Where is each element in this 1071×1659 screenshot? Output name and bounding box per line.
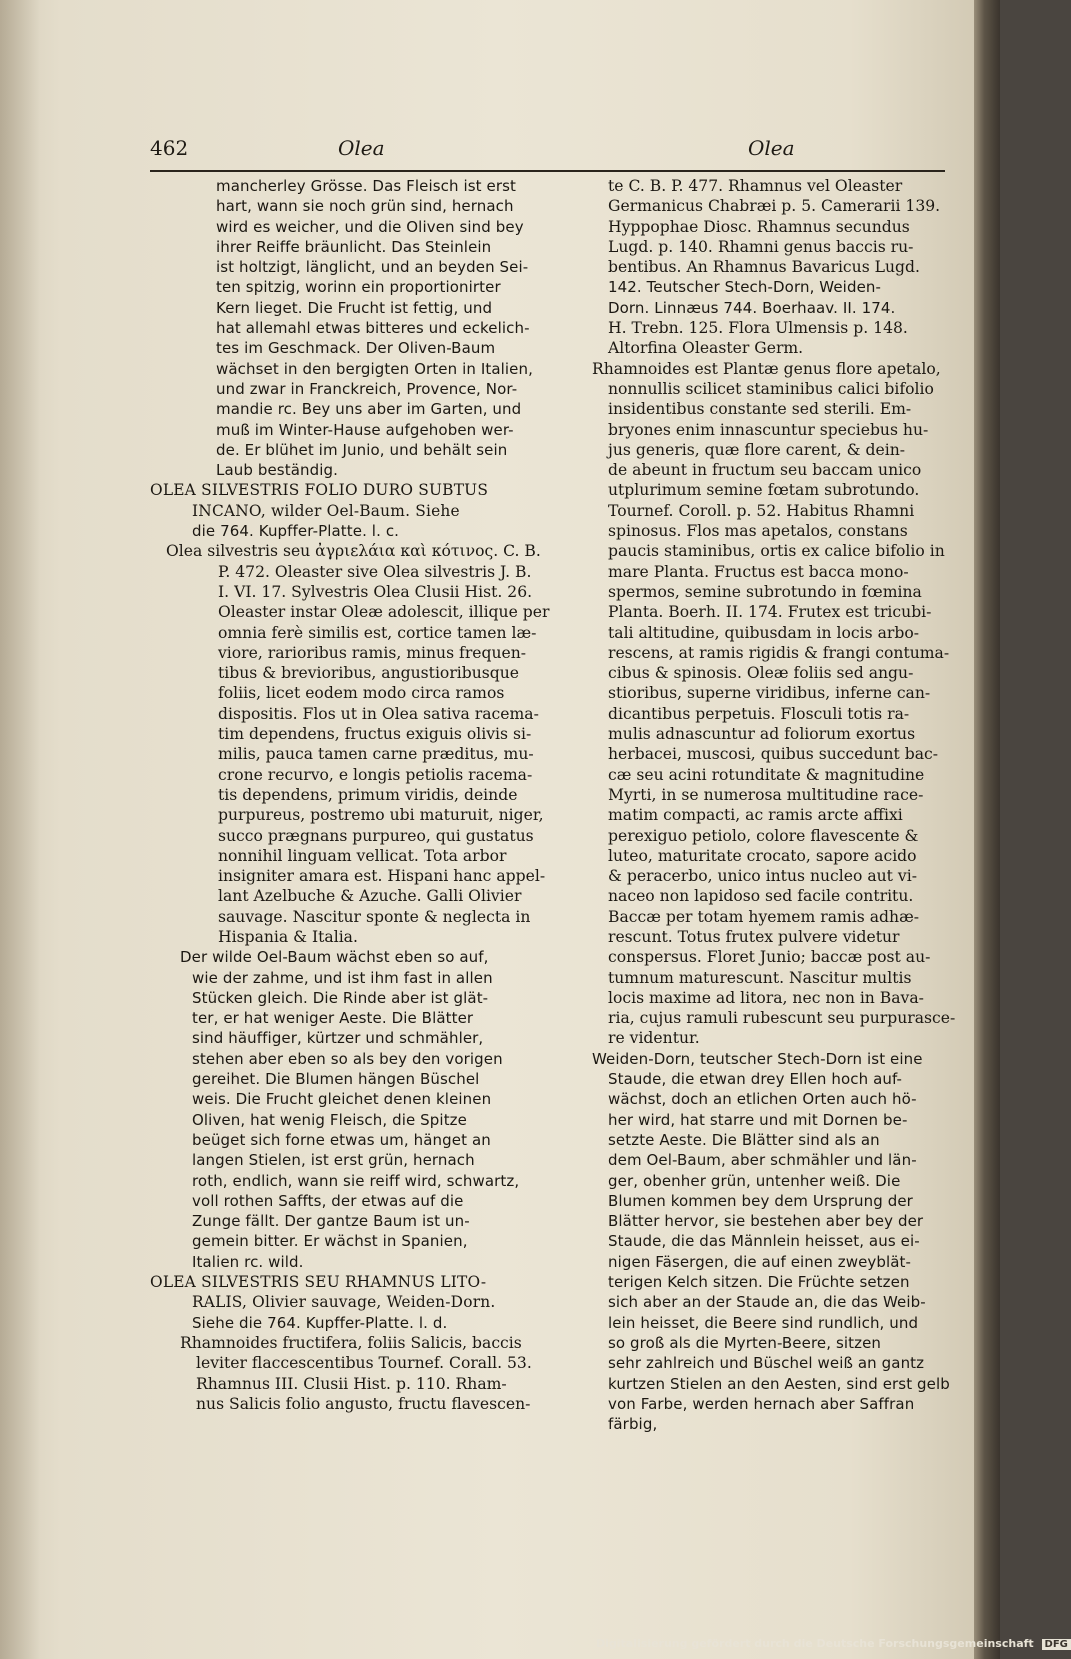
text-line: Der wilde Oel-Baum wächst eben so auf, xyxy=(180,948,489,967)
text-line: hat allemahl etwas bitteres und eckelich- xyxy=(216,319,530,338)
right-column xyxy=(592,176,958,1434)
text-line: ist holtzigt, länglicht, und an beyden Sei- xyxy=(216,258,529,277)
text-line: Italien rc. wild. xyxy=(192,1252,304,1271)
text-line: foliis, licet eodem modo circa ramos xyxy=(218,684,505,703)
text-line: mancherley Grösse. Das Fleisch ist erst xyxy=(216,177,517,195)
text-line: und zwar in Franckreich, Provence, Nor- xyxy=(216,379,518,398)
text-line: dicantibus perpetuis. Flosculi totis ra- xyxy=(608,704,910,723)
text-line: nonnullis scilicet staminibus calici bifolio xyxy=(608,379,934,398)
header-rule xyxy=(150,170,945,172)
text-line: roth, endlich, wann sie reiff wird, schwartz, xyxy=(192,1171,520,1190)
text-line: Hispania & Italia. xyxy=(218,927,358,946)
text-line: langen Stielen, ist erst grün, hernach xyxy=(192,1151,475,1170)
text-line: tibus & brevioribus, angustioribusque xyxy=(218,664,520,683)
text-line: Oliven, hat wenig Fleisch, die Spitze xyxy=(192,1110,467,1129)
text-line: Tournef. Coroll. p. 52. Habitus Rhamni xyxy=(608,501,915,520)
text-line: färbig, xyxy=(608,1415,658,1434)
text-line: Rhamnus III. Clusii Hist. p. 110. Rham- xyxy=(196,1374,507,1393)
text-line: nonnihil linguam vellicat. Tota arbor xyxy=(218,846,507,865)
text-line: ter, er hat weniger Aeste. Die Blätter xyxy=(192,1009,474,1028)
text-line: herbacei, muscosi, quibus succedunt bac- xyxy=(608,745,939,764)
digitization-credit xyxy=(596,1637,1071,1650)
text-line: I. VI. 17. Sylvestris Olea Clusii Hist. 26. xyxy=(218,582,533,601)
text-line: Blumen kommen bey dem Ursprung der xyxy=(608,1191,913,1210)
text-line: nus Salicis folio angusto, fructu flavescen- xyxy=(196,1394,531,1413)
text-line: dem Oel-Baum, aber schmähler und län- xyxy=(608,1151,917,1170)
text-line: viore, rarioribus ramis, minus frequen- xyxy=(218,643,527,662)
text-line: wächst, doch an etlichen Orten auch hö- xyxy=(608,1090,917,1109)
running-head-right: Olea xyxy=(748,136,795,160)
text-line: ger, obenher grün, untenher weiß. Die xyxy=(608,1171,901,1190)
gutter-shadow xyxy=(0,0,40,1659)
text-line: matim compacti, ac ramis arcte affixi xyxy=(608,806,903,825)
text-line: Siehe die 764. Kupffer-Platte. l. d. xyxy=(192,1313,448,1332)
text-line: weis. Die Frucht gleichet denen kleinen xyxy=(192,1090,492,1109)
text-line: beüget sich forne etwas um, hänget an xyxy=(192,1130,491,1149)
text-line: lein heisset, die Beere sind rundlich, und xyxy=(608,1313,919,1332)
text-line: & peracerbo, unico intus nucleo aut vi- xyxy=(608,867,917,886)
text-line: wie der zahme, und ist ihm fast in allen xyxy=(192,968,493,987)
text-line: insidentibus constante sed sterili. Em- xyxy=(608,400,912,419)
text-line: Stücken gleich. Die Rinde aber ist glät- xyxy=(192,988,489,1007)
page-number: 462 xyxy=(150,136,189,160)
text-line: perexiguo petiolo, colore flavescente & xyxy=(608,826,919,845)
text-line: Lugd. p. 140. Rhamni genus baccis ru- xyxy=(608,237,914,256)
text-line: Staude, die das Männlein heisset, aus ei- xyxy=(608,1232,920,1251)
text-line: nigen Fäsergen, die auf einen zweyblät- xyxy=(608,1252,912,1271)
credit-text: Digitalisierung gefördert durch die Deutsche Forschungsgemeinschaft xyxy=(596,1637,1034,1650)
text-line: Weiden-Dorn, teutscher Stech-Dorn ist eine xyxy=(592,1049,923,1068)
text-line: rescens, at ramis rigidis & frangi contuma- xyxy=(608,643,950,662)
text-line: terigen Kelch sitzen. Die Früchte setzen xyxy=(608,1273,910,1292)
text-line: setzte Aeste. Die Blätter sind als an xyxy=(608,1130,880,1149)
text-line: naceo non lapidoso sed facile contritu. xyxy=(608,887,914,906)
text-line: die 764. Kupffer-Platte. l. c. xyxy=(192,522,400,541)
text-line: rescunt. Totus frutex pulvere videtur xyxy=(608,927,900,946)
text-line: her wird, hat starre und mit Dornen be- xyxy=(608,1110,908,1129)
text-line: stehen aber eben so als bey den vorigen xyxy=(192,1049,503,1068)
running-head-left: Olea xyxy=(338,136,385,160)
text-line: Planta. Boerh. II. 174. Frutex est tricubi- xyxy=(608,603,932,622)
text-line: cibus & spinosis. Oleæ foliis sed angu- xyxy=(608,664,914,683)
text-line: cæ seu acini rotunditate & magnitudine xyxy=(608,765,925,784)
text-line: OLEA SILVESTRIS SEU RHAMNUS LITO- xyxy=(150,1273,487,1292)
text-line: Baccæ per totam hyemem ramis adhæ- xyxy=(608,907,919,926)
text-line: mandie rc. Bey uns aber im Garten, und xyxy=(216,400,522,419)
text-line: milis, pauca tamen carne præditus, mu- xyxy=(218,745,534,764)
text-line: RALIS, Olivier sauvage, Weiden-Dorn. xyxy=(192,1293,496,1312)
left-column xyxy=(150,176,550,1414)
text-line: te C. B. P. 477. Rhamnus vel Oleaster xyxy=(608,177,903,195)
text-line: wird es weicher, und die Oliven sind bey xyxy=(216,217,524,236)
text-line: re videntur. xyxy=(608,1029,700,1048)
text-line: lant Azelbuche & Azuche. Galli Olivier xyxy=(218,887,522,906)
text-line: Oleaster instar Oleæ adolescit, illique per xyxy=(218,603,550,622)
text-line: Kern lieget. Die Frucht ist fettig, und xyxy=(216,298,493,317)
dfg-logo: DFG xyxy=(1042,1639,1071,1650)
text-line: omnia ferè similis est, cortice tamen læ- xyxy=(218,623,537,642)
text-line: bentibus. An Rhamnus Bavaricus Lugd. xyxy=(608,258,920,277)
text-line: bryones enim innascuntur speciebus hu- xyxy=(608,420,929,439)
text-line: leviter flaccescentibus Tournef. Corall. 53. xyxy=(196,1354,532,1373)
text-line: kurtzen Stielen an den Aesten, sind erst gelb xyxy=(608,1374,950,1393)
text-line: sind häuffiger, kürtzer und schmähler, xyxy=(192,1029,484,1048)
text-line: sich aber an der Staude an, die das Weib- xyxy=(608,1293,926,1312)
text-line: ria, cujus ramuli rubescunt seu purpurasce- xyxy=(608,1009,956,1028)
text-line: wächset in den bergigten Orten in Italien, xyxy=(216,359,533,378)
text-line: gereihet. Die Blumen hängen Büschel xyxy=(192,1070,480,1089)
text-line: OLEA SILVESTRIS FOLIO DURO SUBTUS xyxy=(150,481,489,500)
text-line: sehr zahlreich und Büschel weiß an gantz xyxy=(608,1354,925,1373)
text-line: P. 472. Oleaster sive Olea silvestris J. B. xyxy=(218,562,532,581)
text-line: Zunge fällt. Der gantze Baum ist un- xyxy=(192,1212,470,1231)
text-line: succo prægnans purpureo, qui gustatus xyxy=(218,826,534,845)
text-line: mare Planta. Fructus est bacca mono- xyxy=(608,562,909,581)
text-line: de. Er blühet im Junio, und behält sein xyxy=(216,440,508,459)
text-line: voll rothen Saffts, der etwas auf die xyxy=(192,1191,464,1210)
text-line: Rhamnoides est Plantæ genus flore apetalo, xyxy=(592,359,941,378)
text-line: H. Trebn. 125. Flora Ulmensis p. 148. xyxy=(608,319,908,338)
text-line: von Farbe, werden hernach aber Saffran xyxy=(608,1394,915,1413)
text-line: tumnum maturescunt. Nascitur multis xyxy=(608,968,912,987)
text-line: spermos, semine subrotundo in fœmina xyxy=(608,582,922,601)
page-edge xyxy=(974,0,1000,1659)
text-line: Laub beständig. xyxy=(216,461,338,480)
text-line: ihrer Reiffe bräunlicht. Das Steinlein xyxy=(216,237,492,256)
text-line: purpureus, postremo ubi maturuit, niger, xyxy=(218,806,544,825)
text-line: dispositis. Flos ut in Olea sativa racema- xyxy=(218,704,539,723)
text-line: utplurimum semine fœtam subrotundo. xyxy=(608,481,920,500)
text-line: hart, wann sie noch grün sind, hernach xyxy=(216,197,514,216)
text-line: Dorn. Linnæus 744. Boerhaav. II. 174. xyxy=(608,298,896,317)
text-line: de abeunt in fructum seu baccam unico xyxy=(608,461,922,480)
text-line: ten spitzig, worinn ein proportionirter xyxy=(216,278,501,297)
text-line: spinosus. Flos mas apetalos, constans xyxy=(608,522,908,541)
text-line: stioribus, superne viridibus, inferne can- xyxy=(608,684,931,703)
text-line: so groß als die Myrten-Beere, sitzen xyxy=(608,1333,882,1352)
text-line: muß im Winter-Hause aufgehoben wer- xyxy=(216,420,514,439)
text-line: luteo, maturitate crocato, sapore acido xyxy=(608,846,917,865)
text-line: insigniter amara est. Hispani hanc appel- xyxy=(218,867,546,886)
text-line: gemein bitter. Er wächst in Spanien, xyxy=(192,1232,468,1251)
text-line: Staude, die etwan drey Ellen hoch auf- xyxy=(608,1070,903,1089)
text-line: paucis staminibus, ortis ex calice bifolio in xyxy=(608,542,945,561)
text-line: sauvage. Nascitur sponte & neglecta in xyxy=(218,907,531,926)
text-line: tes im Geschmack. Der Oliven-Baum xyxy=(216,339,496,358)
text-line: Myrti, in se numerosa multitudine race- xyxy=(608,785,924,804)
text-line: locis maxime ad litora, nec non in Bava- xyxy=(608,988,924,1007)
text-line: Hyppophae Diosc. Rhamnus secundus xyxy=(608,217,910,236)
text-line: jus generis, quæ flore carent, & dein- xyxy=(608,440,906,459)
text-line: conspersus. Floret Junio; baccæ post au- xyxy=(608,948,931,967)
text-line: crone recurvo, e longis petiolis racema- xyxy=(218,765,533,784)
text-line: Rhamnoides fructifera, foliis Salicis, baccis xyxy=(180,1333,522,1352)
text-line: Olea silvestris seu ἀγριελάια καὶ κότινος. C. B. xyxy=(166,542,541,561)
text-line: tali altitudine, quibusdam in locis arbo- xyxy=(608,623,919,642)
text-line: Germanicus Chabræi p. 5. Camerarii 139. xyxy=(608,197,941,216)
text-line: tis dependens, primum viridis, deinde xyxy=(218,785,518,804)
text-line: Altorfina Oleaster Germ. xyxy=(608,339,804,358)
text-line: INCANO, wilder Oel-Baum. Siehe xyxy=(192,501,460,520)
text-line: 142. Teutscher Stech-Dorn, Weiden- xyxy=(608,278,882,297)
text-line: mulis adnascuntur ad foliorum exortus xyxy=(608,725,916,744)
text-line: Blätter hervor, sie bestehen aber bey der xyxy=(608,1212,924,1231)
text-line: tim dependens, fructus exiguis olivis si- xyxy=(218,725,532,744)
